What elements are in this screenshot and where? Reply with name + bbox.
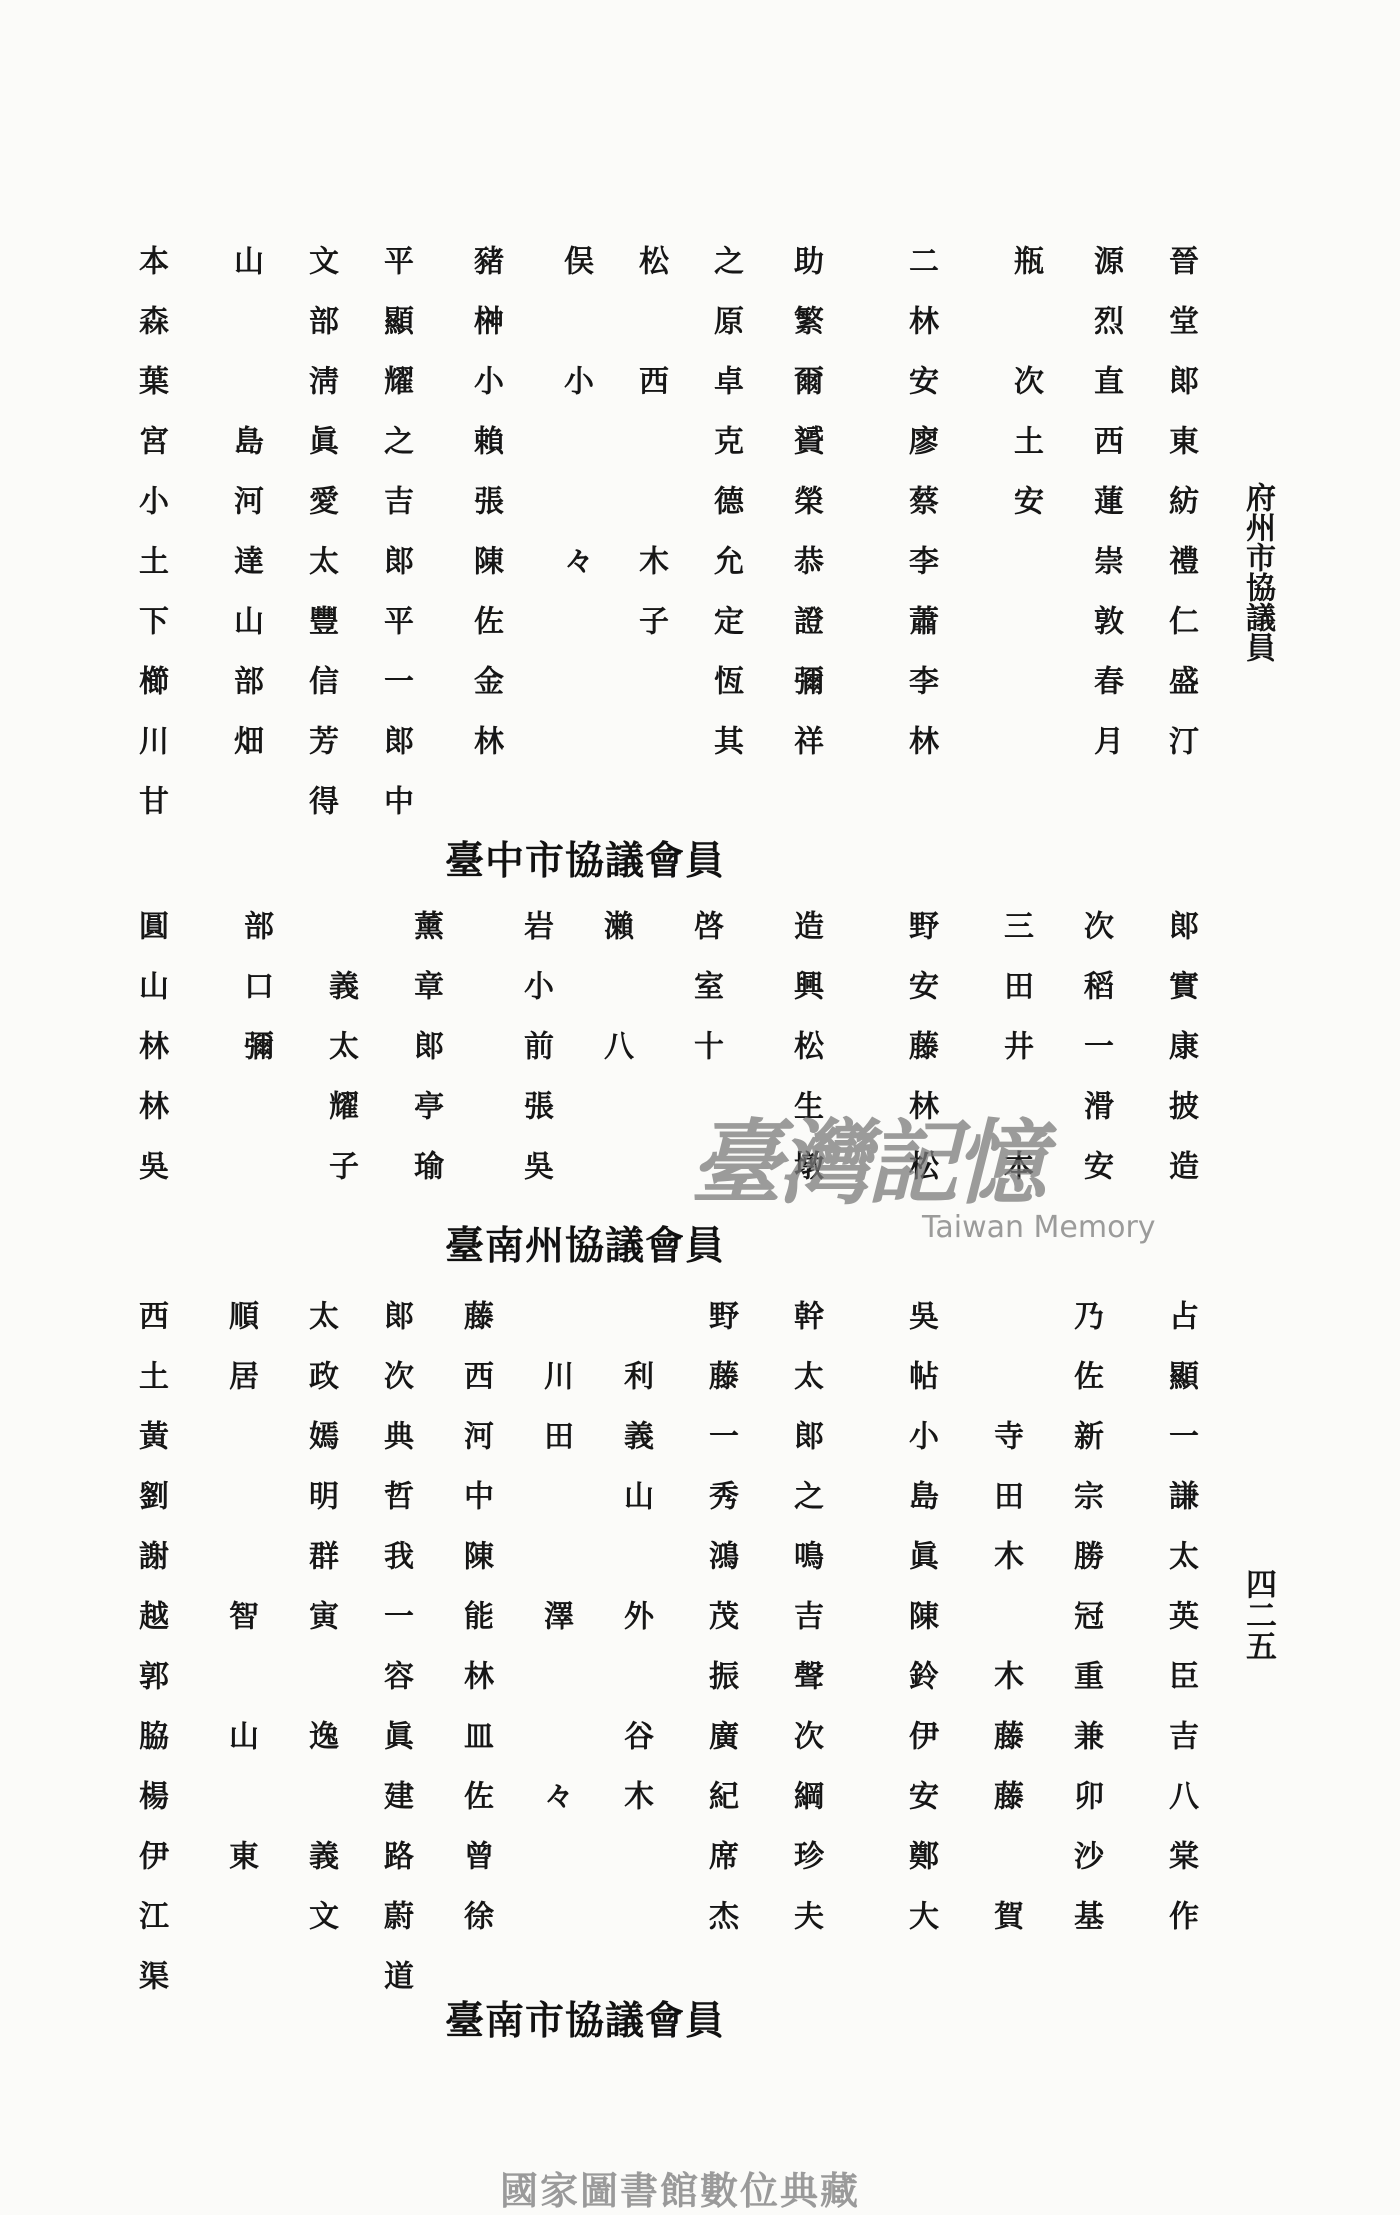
section-heading: 臺南市協議會員 <box>445 1998 726 2044</box>
name-column: 平 顯 耀 之 吉 郞 平 一 郞 中 <box>378 245 413 815</box>
name-column: 源 烈 直 西 蓮 崇 敦 春 月 <box>1088 245 1123 755</box>
name-column: 瀨 八 <box>598 910 633 1150</box>
name-column: 本 森 葉 宮 小 土 下 櫛 川 甘 <box>133 245 168 815</box>
section-members-1 <box>130 245 1220 815</box>
name-column: 吳 帖 小 島 眞 陳 鈴 伊 安 鄭 大 <box>903 1300 938 1930</box>
name-column: 野 藤 一 秀 鴻 茂 振 廣 紀 席 杰 <box>703 1300 738 1930</box>
name-column: 瓶 次 土 安 <box>1008 245 1043 515</box>
name-column: 之 原 卓 克 德 允 定 恆 其 <box>708 245 743 755</box>
name-column: 松 西 木 子 <box>633 245 668 635</box>
name-column: 啓 室 十 <box>688 910 723 1180</box>
name-column: 義 太 耀 子 <box>323 910 358 1180</box>
name-column: 豬 榊 小 賴 張 陳 佐 金 林 <box>468 245 503 755</box>
name-column: 太 政 嫣 明 群 寅 逸 義 文 <box>303 1300 338 1930</box>
footer-credit: 國家圖書館數位典藏 <box>500 2169 861 2213</box>
section-heading: 臺南州協議會員 <box>445 1223 726 1269</box>
page-number: 四二五 <box>1240 1568 1276 1661</box>
name-column: 郞 實 康 披 造 <box>1163 910 1198 1180</box>
watermark <box>690 1090 1160 1260</box>
name-column: 岩 小 前 張 吳 <box>518 910 553 1180</box>
name-column: 晉 堂 郞 東 紡 禮 仁 盛 汀 <box>1163 245 1198 755</box>
section-members-3 <box>130 1300 1220 1990</box>
name-column: 占 顯 一 謙 太 英 臣 吉 八 棠 作 <box>1163 1300 1198 1930</box>
name-column: 二 林 安 廖 蔡 李 蕭 李 林 <box>903 245 938 755</box>
name-column: 俣 小 々 <box>558 245 593 575</box>
name-column: 乃 佐 新 宗 勝 冠 重 兼 卯 沙 基 <box>1068 1300 1103 1930</box>
name-column: 文 部 淸 眞 愛 太 豐 信 芳 得 <box>303 245 338 815</box>
name-column: 薰 章 郞 亭 瑜 <box>408 910 443 1180</box>
name-column: 幹 太 郞 之 鳴 吉 聲 次 綱 珍 夫 <box>788 1300 823 1930</box>
watermark-subtitle: Taiwan Memory <box>922 1210 1156 1245</box>
name-column: 造 興 松 生 墩 <box>788 910 823 1180</box>
running-head: 府州市協議員 <box>1240 482 1275 662</box>
name-column: 部 口 彌 <box>238 910 273 1150</box>
name-column: 三 田 井 本 <box>998 910 1033 1180</box>
name-column: 順 居 智 山 東 <box>223 1300 258 1870</box>
name-column: 寺 田 木 木 藤 藤 賀 <box>988 1300 1023 1930</box>
name-column: 圓 山 林 林 吳 <box>133 910 168 1180</box>
watermark-title: 臺灣記憶 <box>690 1109 1043 1217</box>
name-column: 川 田 澤 々 <box>538 1300 573 1810</box>
name-column: 藤 西 河 中 陳 能 林 皿 佐 曾 徐 <box>458 1300 493 1930</box>
name-column: 次 稻 一 滑 安 <box>1078 910 1113 1180</box>
section-heading: 臺中市協議會員 <box>445 838 726 884</box>
name-column: 助 繁 爾 贇 榮 恭 證 彌 祥 <box>788 245 823 755</box>
name-column: 西 土 黃 劉 謝 越 郭 脇 楊 伊 江 渠 <box>133 1300 168 1990</box>
name-column: 山 島 河 達 山 部 畑 <box>228 245 263 755</box>
name-column: 郞 次 典 哲 我 一 容 眞 建 路 蔚 道 <box>378 1300 413 1990</box>
name-column: 利 義 山 外 谷 木 <box>618 1300 653 1810</box>
name-column: 野 安 藤 林 松 <box>903 910 938 1180</box>
